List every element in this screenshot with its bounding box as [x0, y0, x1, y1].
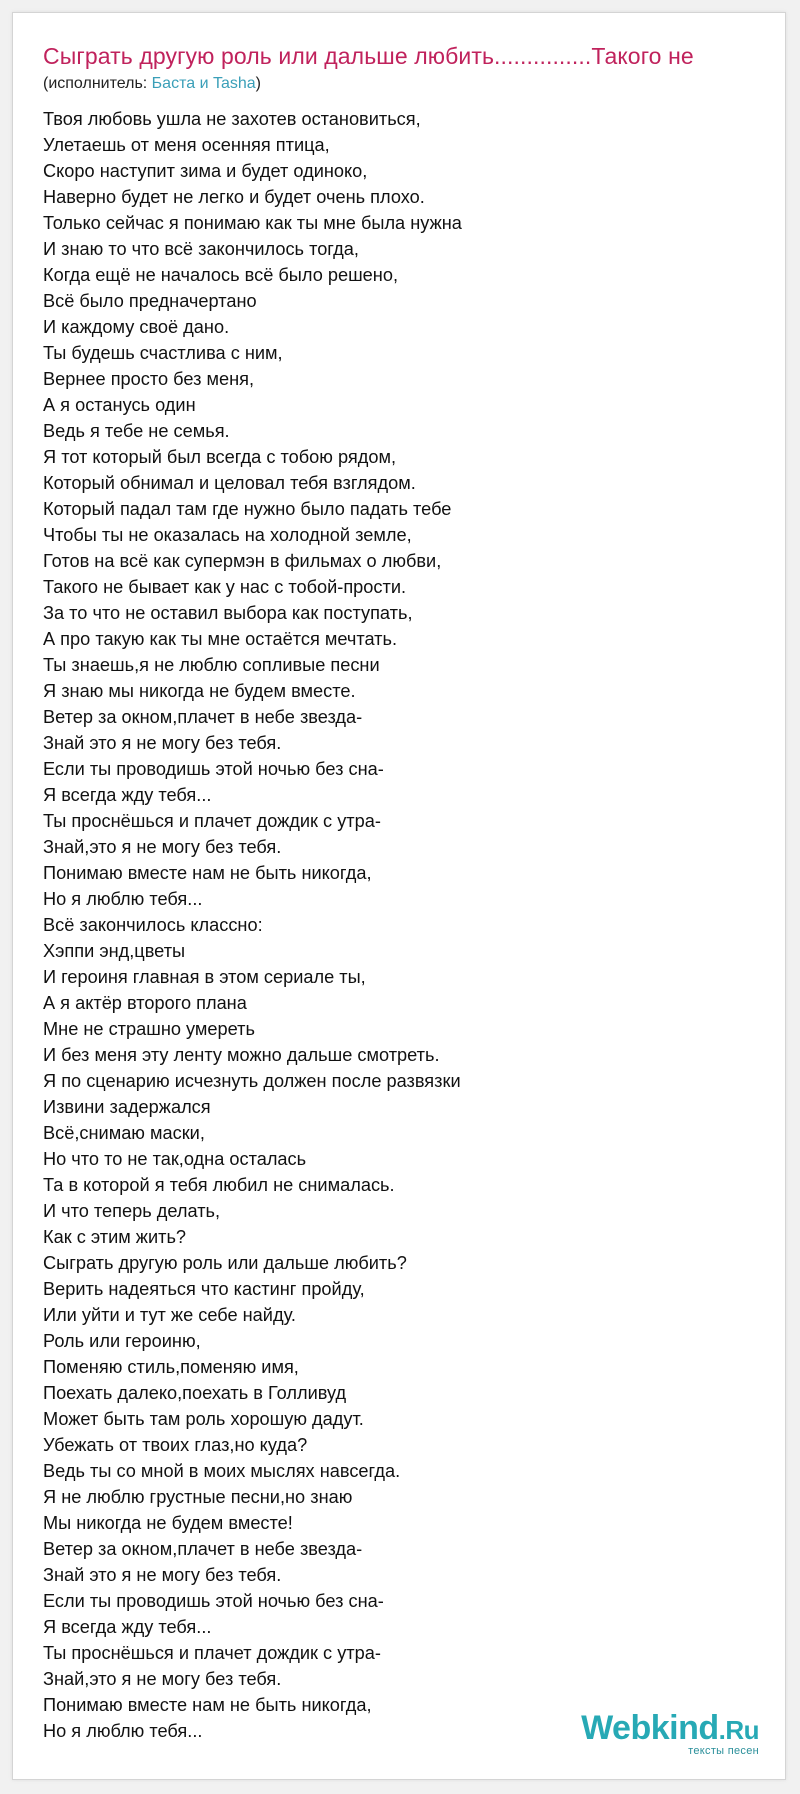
- lyric-line: Наверно будет не легко и будет очень плохо.: [43, 187, 425, 207]
- lyric-line: А я останусь один: [43, 395, 196, 415]
- lyric-line: И знаю то что всё закончилось тогда,: [43, 239, 359, 259]
- lyric-line: Извини задержался: [43, 1097, 211, 1117]
- lyric-line: Скоро наступит зима и будет одиноко,: [43, 161, 368, 181]
- lyric-line: И героиня главная в этом сериале ты,: [43, 967, 366, 987]
- lyric-line: Ты проснёшься и плачет дождик с утра-: [43, 811, 381, 831]
- lyric-line: Ведь я тебе не семья.: [43, 421, 230, 441]
- lyric-line: Такого не бывает как у нас с тобой-прости.: [43, 577, 407, 597]
- lyric-line: Ты проснёшься и плачет дождик с утра-: [43, 1643, 381, 1663]
- performer-line: [43, 75, 261, 93]
- lyric-line: Или уйти и тут же себе найду.: [43, 1305, 296, 1325]
- lyric-line: Готов на всё как супермэн в фильмах о любви,: [43, 551, 442, 571]
- lyric-line: Убежать от твоих глаз,но куда?: [43, 1435, 308, 1455]
- lyric-line: Всё было предначертано: [43, 291, 257, 311]
- lyric-line: Сыграть другую роль или дальше любить?: [43, 1253, 407, 1273]
- logo-tagline: тексты песен: [688, 1745, 759, 1757]
- artist-link[interactable]: Баста и Tasha: [151, 75, 256, 92]
- lyric-line: Чтобы ты не оказалась на холодной земле,: [43, 525, 412, 545]
- lyric-line: Который падал там где нужно было падать тебе: [43, 499, 452, 519]
- lyric-line: И без меня эту ленту можно дальше смотреть.: [43, 1045, 440, 1065]
- lyric-line: Который обнимал и целовал тебя взглядом.: [43, 473, 416, 493]
- performer-prefix: (исполнитель:: [43, 75, 152, 92]
- lyric-line: И что теперь делать,: [43, 1201, 221, 1221]
- lyric-line: Мы никогда не будем вместе!: [43, 1513, 293, 1533]
- lyric-line: Знай это я не могу без тебя.: [43, 733, 282, 753]
- site-logo[interactable]: [581, 1711, 759, 1757]
- lyric-line: Вернее просто без меня,: [43, 369, 255, 389]
- lyric-line: Ты будешь счастлива с ним,: [43, 343, 283, 363]
- lyric-line: Всё,снимаю маски,: [43, 1123, 205, 1143]
- lyric-line: Ты знаешь,я не люблю сопливые песни: [43, 655, 380, 675]
- lyric-line: И каждому своё дано.: [43, 317, 230, 337]
- lyric-line: Поехать далеко,поехать в Голливуд: [43, 1383, 347, 1403]
- lyrics-text: [43, 106, 763, 1744]
- lyric-line: Та в которой я тебя любил не снималась.: [43, 1175, 395, 1195]
- lyric-line: Ветер за окном,плачет в небе звезда-: [43, 1539, 363, 1559]
- song-card: [12, 12, 786, 1780]
- lyric-line: Я всегда жду тебя...: [43, 785, 212, 805]
- lyric-line: А я актёр второго плана: [43, 993, 247, 1013]
- lyric-line: Я всегда жду тебя...: [43, 1617, 212, 1637]
- lyric-line: Если ты проводишь этой ночью без сна-: [43, 1591, 384, 1611]
- logo-wordmark: Webkind.Ru: [581, 1709, 759, 1747]
- lyric-line: Твоя любовь ушла не захотев остановиться,: [43, 109, 421, 129]
- lyric-line: Я знаю мы никогда не будем вместе.: [43, 681, 356, 701]
- lyric-line: А про такую как ты мне остаётся мечтать.: [43, 629, 398, 649]
- lyric-line: Знай,это я не могу без тебя.: [43, 1669, 282, 1689]
- lyric-line: Знай это я не могу без тебя.: [43, 1565, 282, 1585]
- lyric-line: Ветер за окном,плачет в небе звезда-: [43, 707, 363, 727]
- lyric-line: Но я люблю тебя...: [43, 889, 203, 909]
- lyric-line: Понимаю вместе нам не быть никогда,: [43, 863, 372, 883]
- lyric-line: Знай,это я не могу без тебя.: [43, 837, 282, 857]
- lyric-line: Понимаю вместе нам не быть никогда,: [43, 1695, 372, 1715]
- lyric-line: Я по сценарию исчезнуть должен после развязки: [43, 1071, 461, 1091]
- lyric-line: Если ты проводишь этой ночью без сна-: [43, 759, 384, 779]
- lyric-line: Я тот который был всегда с тобою рядом,: [43, 447, 397, 467]
- lyric-line: Я не люблю грустные песни,но знаю: [43, 1487, 353, 1507]
- lyric-line: Мне не страшно умереть: [43, 1019, 255, 1039]
- lyric-line: Когда ещё не началось всё было решено,: [43, 265, 399, 285]
- lyric-line: Но я люблю тебя...: [43, 1721, 203, 1741]
- lyric-line: Хэппи энд,цветы: [43, 941, 186, 961]
- lyric-line: Только сейчас я понимаю как ты мне была нужна: [43, 213, 462, 233]
- performer-suffix: ): [255, 75, 261, 92]
- lyric-line: Может быть там роль хорошую дадут.: [43, 1409, 364, 1429]
- lyric-line: Поменяю стиль,поменяю имя,: [43, 1357, 299, 1377]
- lyric-line: За то что не оставил выбора как поступать,: [43, 603, 413, 623]
- song-title: Сыграть другую роль или дальше любить...............Такого не: [43, 43, 694, 69]
- lyric-line: Ведь ты со мной в моих мыслях навсегда.: [43, 1461, 401, 1481]
- lyric-line: Верить надеяться что кастинг пройду,: [43, 1279, 365, 1299]
- lyric-line: Но что то не так,одна осталась: [43, 1149, 307, 1169]
- lyric-line: Всё закончилось классно:: [43, 915, 263, 935]
- lyric-line: Роль или героиню,: [43, 1331, 201, 1351]
- lyric-line: Как с этим жить?: [43, 1227, 187, 1247]
- lyric-line: Улетаешь от меня осенняя птица,: [43, 135, 330, 155]
